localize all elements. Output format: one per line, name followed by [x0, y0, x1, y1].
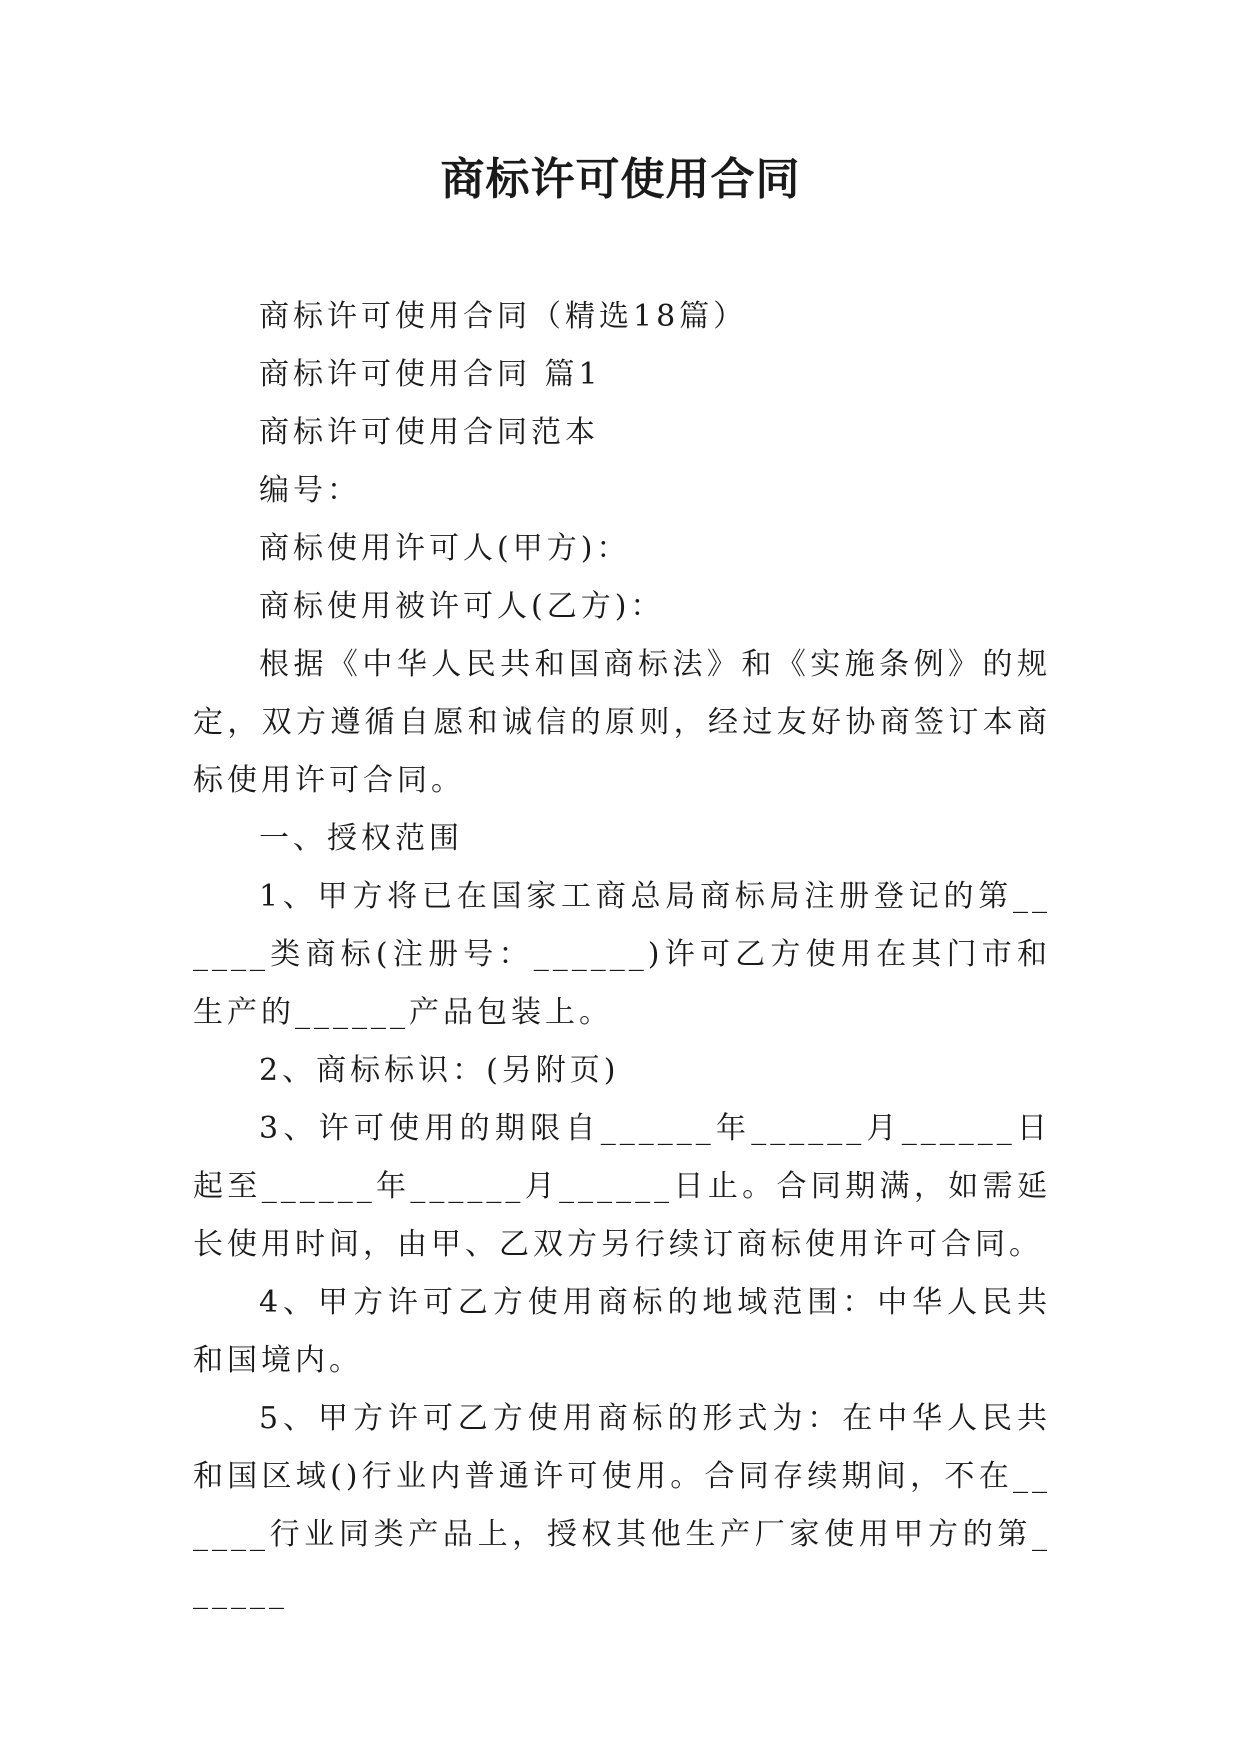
section-heading-scope: 一、授权范围: [259, 821, 463, 856]
clause-2: 2、商标标识：(另附页): [259, 1053, 620, 1088]
clause-3: 3、许可使用的期限自______年______月______日起至______年______月______日止。合同期满，如需延长使用时间，由甲、乙双方另行续订商标使用许可合同。: [193, 1111, 1051, 1262]
paragraph-chapter-heading: 商标许可使用合同 篇1: [259, 357, 602, 392]
paragraph-licensor: 商标使用许可人(甲方)：: [259, 531, 631, 566]
paragraph-template-title: 商标许可使用合同范本: [259, 415, 599, 450]
clause-1: 1、甲方将已在国家工商总局商标局注册登记的第______类商标(注册号：______)许可乙方使用在其门市和生产的______产品包装上。: [193, 879, 1051, 1030]
paragraph-number: 编号：: [259, 473, 361, 508]
paragraph-licensee: 商标使用被许可人(乙方)：: [259, 589, 665, 624]
document-body: [193, 288, 1051, 1622]
document-title: 商标许可使用合同: [440, 154, 801, 205]
paragraph-collection-title: 商标许可使用合同（精选18篇）: [259, 299, 748, 334]
clause-4: 4、甲方许可乙方使用商标的地域范围：中华人民共和国境内。: [193, 1285, 1051, 1378]
clause-5: 5、甲方许可乙方使用商标的形式为：在中华人民共和国区域()行业内普通许可使用。合同存续期间，不在______行业同类产品上，授权其他生产厂家使用甲方的第______: [193, 1401, 1051, 1610]
paragraph-preamble: 根据《中华人民共和国商标法》和《实施条例》的规定，双方遵循自愿和诚信的原则，经过友好协商签订本商标使用许可合同。: [193, 647, 1051, 798]
